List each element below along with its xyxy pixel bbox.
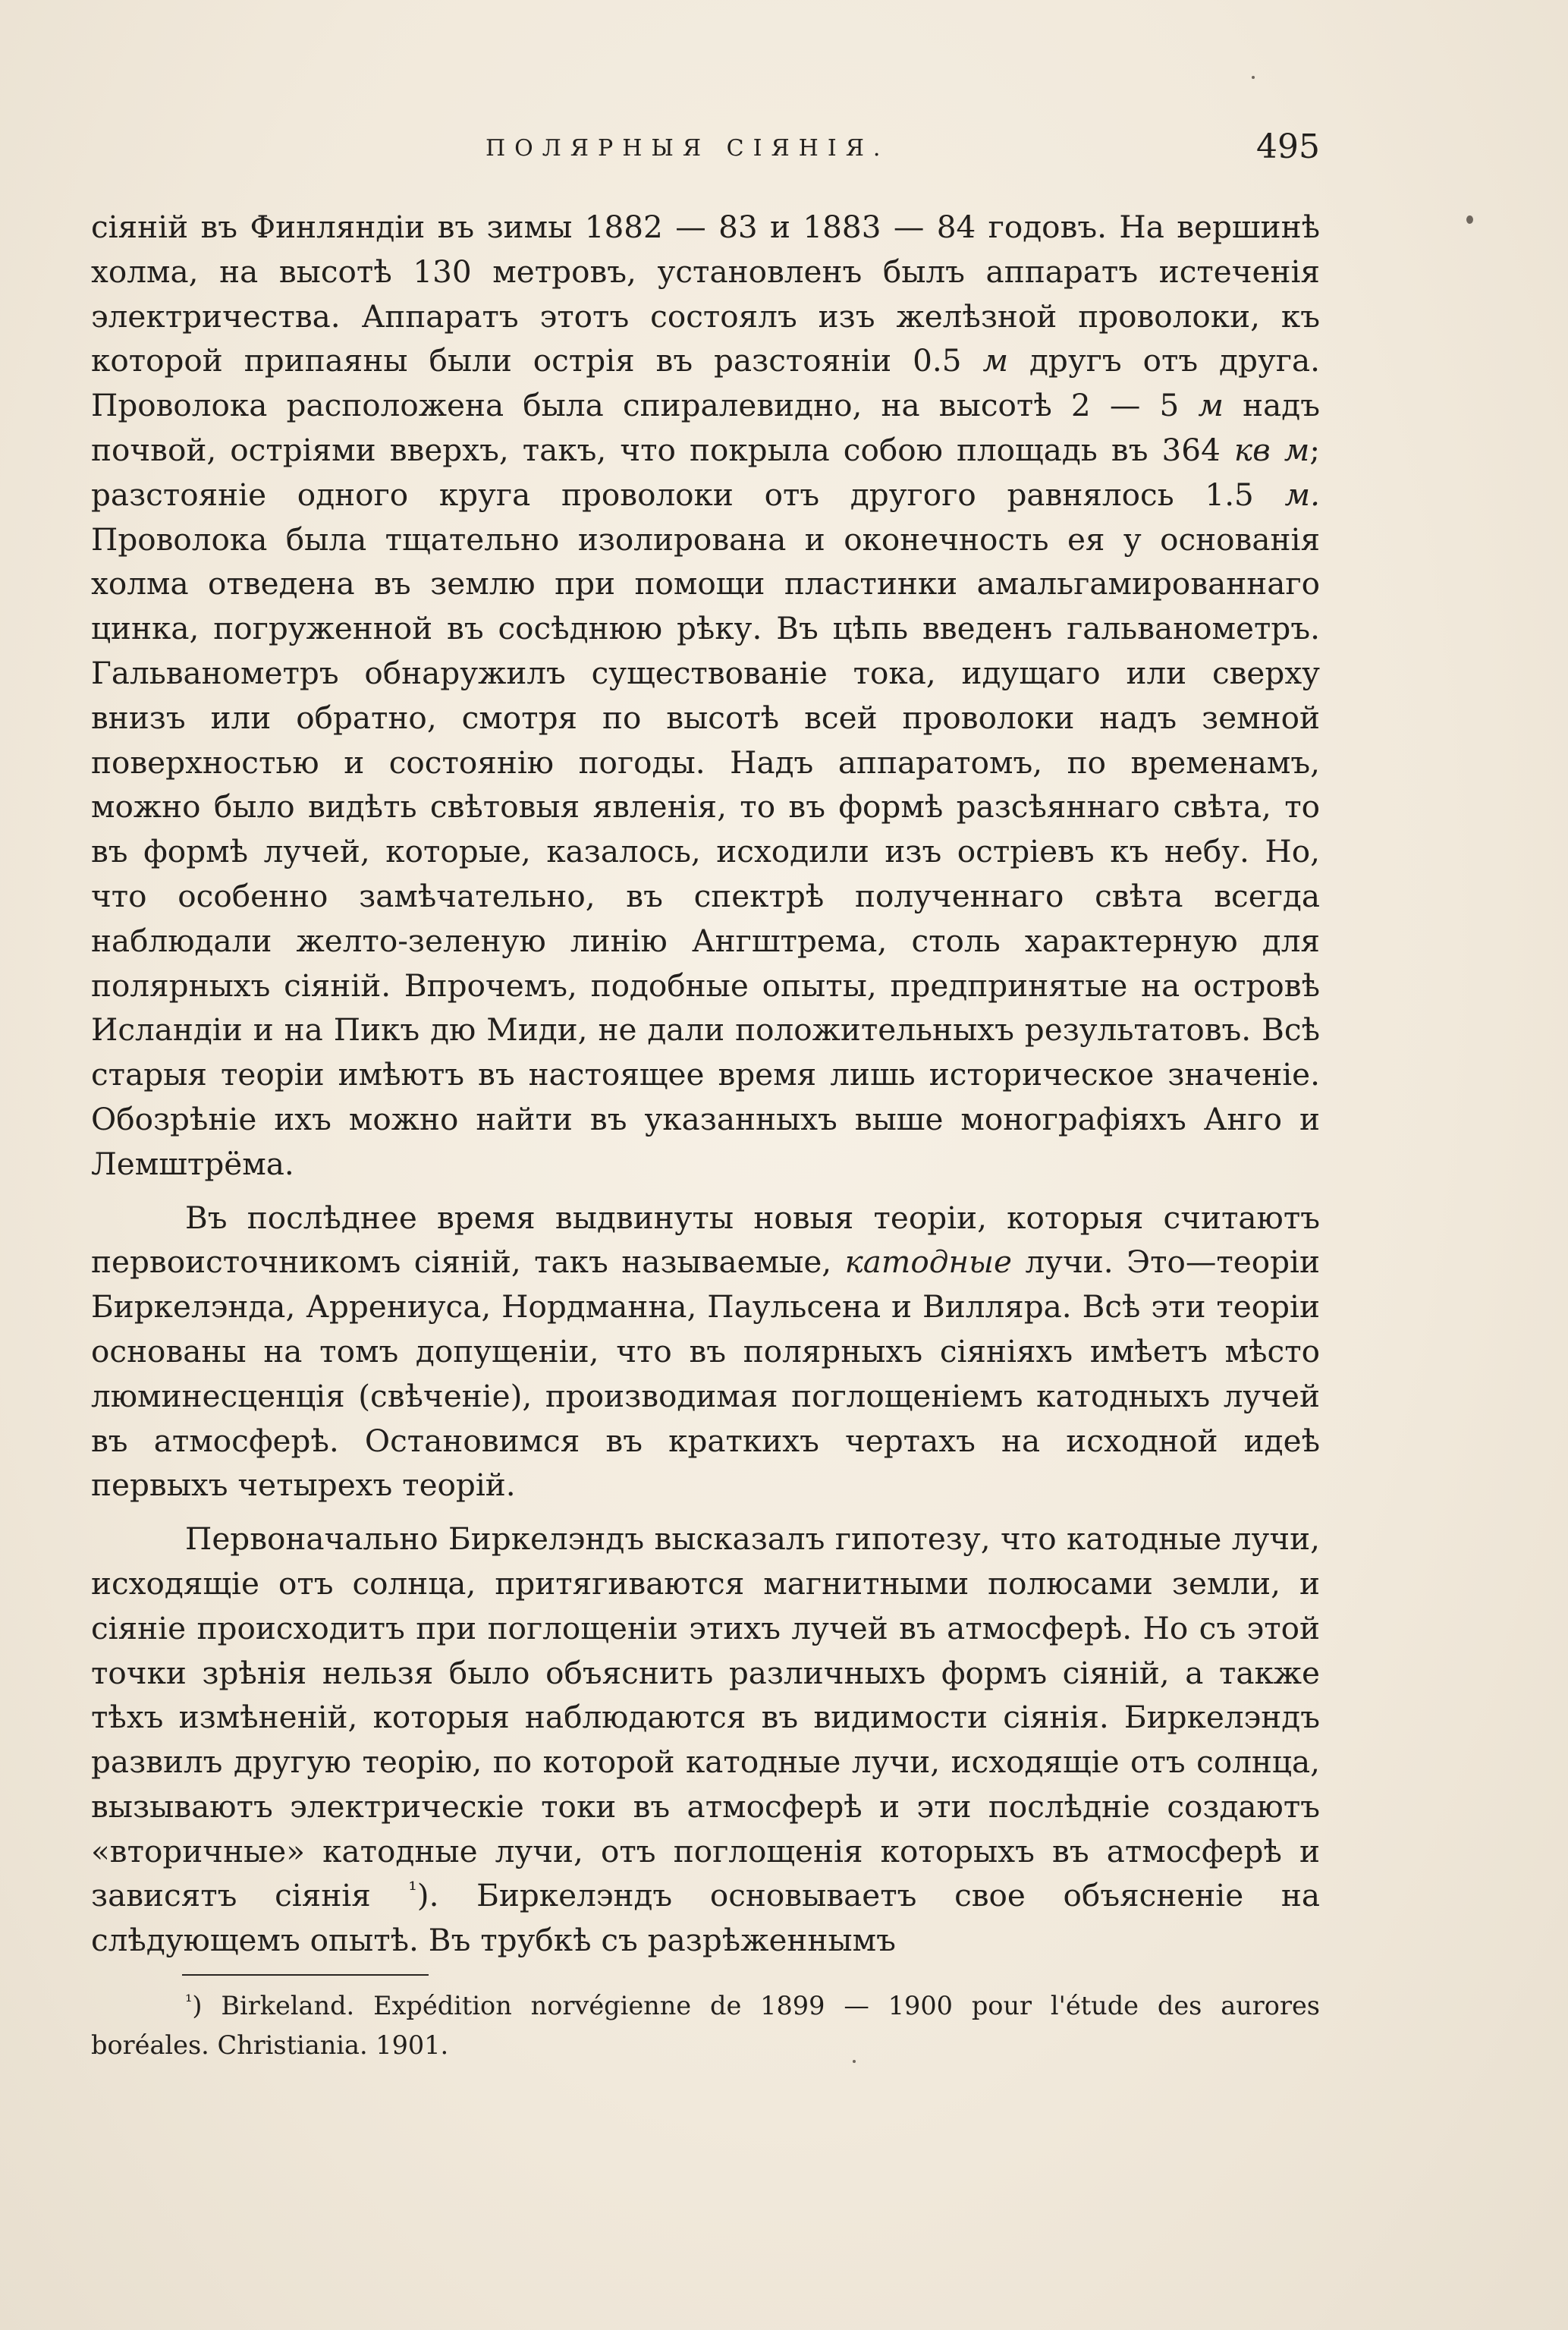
page-header: [91, 127, 1320, 173]
italic-text: м: [982, 342, 1009, 379]
paragraph: [91, 1517, 1320, 1963]
footnote: [91, 1986, 1320, 2065]
paragraph: [91, 205, 1320, 1187]
running-title: ПОЛЯРНЫЯ СІЯНІЯ.: [485, 135, 890, 162]
text-run: сіяній въ Финляндіи въ зимы 1882 — 83 и 1883 — 84 годовъ. На вершинѣ холма, на высотѣ 130 метровъ, установленъ былъ аппаратъ истеченія электричества. Аппаратъ этотъ состоялъ изъ желѣзной проволоки, къ которой припаяны были острія въ разстояніи 0.5: [91, 209, 1320, 379]
text-run: другъ отъ друга. Проволока расположена была спиралевидно, на высотѣ 2 — 5: [91, 342, 1320, 424]
page-number: 495: [1256, 127, 1320, 166]
text-run: Проволока была тщательно изолирована и оконечность ея у основанія холма отведена въ землю при помощи пластинки амальгамированнаго цинка, погруженной въ сосѣднюю рѣку. Въ цѣпь введенъ гальванометръ. Гальванометръ обнаружилъ существованіе тока, идущаго или сверху внизъ или обратно, смотря по высотѣ всей проволоки надъ земной поверхностью и состоянію погоды. Надъ аппаратомъ, по временамъ, можно было видѣть свѣтовыя явленія, то въ формѣ разсѣяннаго свѣта, то въ формѣ лучей, которые, казалось, исходили изъ остріевъ къ небу. Но, что особенно замѣчательно, въ спектрѣ полученнаго свѣта всегда наблюдали желто-зеленую линію Ангштрема, столь характерную для полярныхъ сіяній. Впрочемъ, подобные опыты, предпринятые на островѣ Исландіи и на Пикъ дю Миди, не дали положительныхъ результатовъ. Всѣ старыя теоріи имѣютъ въ настоящее время лишь историческое значеніе. Обозрѣніе ихъ можно найти въ указанныхъ выше монографіяхъ Анго и Лемштрёма.: [91, 520, 1320, 1182]
text-run: надъ почвой, остріями вверхъ, такъ, что покрыла собою площадь въ 364: [91, 387, 1320, 468]
text-run: ; разстояніе одного круга проволоки отъ другого равнялось 1.5: [91, 431, 1320, 513]
footnotes: [91, 1986, 1320, 2065]
italic-text: м: [1198, 387, 1224, 424]
text-run: ). Биркелэндъ основываетъ свое объясненіе на слѣдующемъ опытѣ. Въ трубкѣ съ разрѣженнымъ: [91, 1877, 1320, 1959]
paragraph: [91, 1196, 1320, 1508]
footnote-marker: ¹: [408, 1878, 417, 1904]
paper-speck: [1466, 215, 1473, 224]
footnote-number: ¹: [185, 1990, 193, 2012]
paper-speck: [1252, 76, 1255, 79]
body-text: [91, 205, 1320, 1963]
italic-text: катодные: [844, 1244, 1013, 1281]
italic-text: м.: [1284, 476, 1320, 513]
text-run: Въ послѣднее время выдвинуты новыя теоріи, которыя считаютъ первоисточникомъ сіяній, такъ называемые,: [91, 1199, 1320, 1281]
paper-speck: [853, 2060, 856, 2063]
text-run: Первоначально Биркелэндъ высказалъ гипотезу, что катодные лучи, исходящіе отъ солнца, притягиваются магнитными полюсами земли, и сіяніе происходитъ при поглощеніи этихъ лучей въ атмосферѣ. Но съ этой точки зрѣнія нельзя было объяснить различныхъ формъ сіяній, а также тѣхъ измѣненій, которыя наблюдаются въ видимости сіянія. Биркелэндъ развилъ другую теорію, по которой катодные лучи, исходящіе отъ солнца, вызываютъ электрическіе токи въ атмосферѣ и эти послѣдніе создаютъ «вторичные» катодные лучи, отъ поглощенія которыхъ въ атмосферѣ и зависятъ сіянія: [91, 1520, 1320, 1914]
italic-text: кв м: [1233, 431, 1310, 468]
footnote-rule: [182, 1974, 429, 1976]
footnote-text: ) Birkeland. Expédition norvégienne de 1899 — 1900 pour l'étude des aurores boréales. Christiania. 1901.: [91, 1991, 1320, 2060]
text-run: лучи. Это—теоріи Биркелэнда, Аррениуса, Нордманна, Паульсена и Вилляра. Всѣ эти теоріи основаны на томъ допущеніи, что въ полярныхъ сіяніяхъ имѣетъ мѣсто люминесценція (свѣченіе), производимая поглощеніемъ катодныхъ лучей въ атмосферѣ. Остановимся въ краткихъ чертахъ на исходной идеѣ первыхъ четырехъ теорій.: [91, 1244, 1320, 1504]
